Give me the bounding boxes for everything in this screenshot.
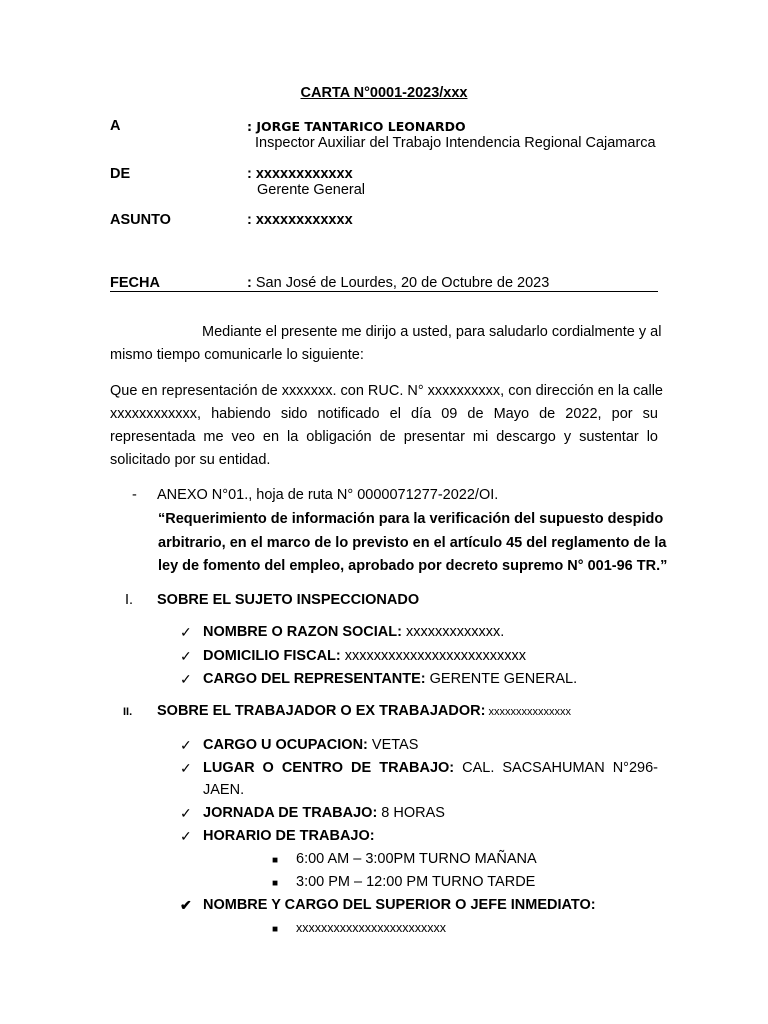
item-label: JORNADA DE TRABAJO: [203, 805, 378, 821]
item-value: GERENTE GENERAL. [425, 671, 578, 687]
list-item [203, 671, 577, 687]
item-label: HORARIO DE TRABAJO: [203, 828, 375, 844]
schedule-item: 3:00 PM – 12:00 PM TURNO TARDE [296, 874, 536, 890]
list-item [203, 760, 658, 776]
representation-paragraph [110, 380, 663, 472]
schedule-item: 6:00 AM – 3:00PM TURNO MAÑANA [296, 851, 537, 867]
check-icon: ✓ [180, 805, 192, 821]
check-icon: ✓ [180, 648, 192, 664]
check-icon: ✓ [180, 737, 192, 753]
check-icon: ✓ [180, 624, 192, 640]
paragraph-line: representada me veo en la obligación de presentar mi descargo y sustentar lo [110, 429, 658, 445]
from-name: : xxxxxxxxxxxx [247, 166, 353, 182]
section-title-value: xxxxxxxxxxxxxxx [485, 706, 571, 718]
item-line [203, 760, 658, 776]
annex-text: ANEXO N°01., hoja de ruta N° 0000071277-2022/OI. [157, 487, 499, 503]
intro-line: mismo tiempo comunicarle lo siguiente: [110, 347, 364, 363]
list-item [203, 737, 418, 753]
list-item [203, 805, 445, 821]
item-value: CAL. SACSAHUMAN N°296- [454, 760, 658, 776]
list-item [203, 648, 526, 664]
subject-value: : xxxxxxxxxxxx [247, 212, 353, 228]
paragraph-line: xxxxxxxxxxxx, habiendo sido notificado el día 09 de Mayo de 2022, por su [110, 406, 658, 422]
supervisor-value: xxxxxxxxxxxxxxxxxxxxxxxx [296, 921, 446, 935]
item-label: NOMBRE Y CARGO DEL SUPERIOR O JEFE INMEDIATO: [203, 897, 596, 913]
subject-label: ASUNTO [110, 212, 171, 228]
check-icon: ✓ [180, 760, 192, 776]
header-divider [110, 291, 658, 292]
section-title [157, 703, 571, 719]
square-bullet-icon: ■ [272, 855, 279, 866]
quote-line: ley de fomento del empleo, aprobado por decreto supremo N° 001-96 TR.” [158, 558, 668, 574]
from-position: Gerente General [257, 182, 366, 198]
section-title-text: SOBRE EL TRABAJADOR O EX TRABAJADOR: [157, 703, 486, 719]
date-label: FECHA [110, 275, 160, 291]
annex-quote [158, 508, 668, 579]
intro-line: Mediante el presente me dirijo a usted, para saludarlo cordialmente y al [202, 324, 662, 340]
section-title: SOBRE EL SUJETO INSPECCIONADO [157, 592, 420, 608]
letter-title: CARTA N°0001-2023/xxx [300, 85, 468, 101]
item-value: 8 HORAS [377, 805, 445, 821]
from-label: DE [110, 166, 131, 182]
paragraph-line: Que en representación de xxxxxxx. con RUC. N° xxxxxxxxxx, con dirección en la calle [110, 383, 663, 399]
to-position: Inspector Auxiliar del Trabajo Intendencia Regional Cajamarca [255, 135, 656, 151]
item-label: CARGO U OCUPACION: [203, 737, 368, 753]
item-label: NOMBRE O RAZON SOCIAL: [203, 624, 402, 640]
item-value: xxxxxxxxxxxxx. [401, 624, 505, 640]
paragraph-line: solicitado por su entidad. [110, 452, 271, 468]
date-value: San José de Lourdes, 20 de Octubre de 2023 [251, 275, 550, 291]
section-number: II. [123, 706, 133, 718]
square-bullet-icon: ■ [272, 924, 279, 935]
check-icon: ✓ [180, 828, 192, 844]
date-line [247, 275, 549, 291]
annex-dash: - [132, 487, 137, 503]
item-label: DOMICILIO FISCAL: [203, 648, 341, 664]
item-value: xxxxxxxxxxxxxxxxxxxxxxxxx [340, 648, 527, 664]
date-colon: : [247, 275, 252, 291]
to-name: : JORGE TANTARICO LEONARDO [247, 119, 466, 134]
item-label: CARGO DEL REPRESENTANTE: [203, 671, 426, 687]
check-icon: ✔ [180, 897, 192, 913]
item-label: LUGAR O CENTRO DE TRABAJO: [203, 760, 455, 776]
item-value-continued: JAEN. [203, 782, 245, 798]
intro-paragraph [110, 321, 662, 367]
section-number: I. [125, 592, 134, 608]
check-icon: ✓ [180, 671, 192, 687]
item-value: VETAS [367, 737, 419, 753]
list-item [203, 897, 596, 913]
quote-line: arbitrario, en el marco de lo previsto en el artículo 45 del reglamento de la [158, 534, 667, 551]
list-item [203, 624, 504, 640]
to-label: A [110, 118, 121, 134]
quote-line: “Requerimiento de información para la verificación del supuesto despido [158, 511, 664, 527]
list-item [203, 828, 375, 844]
square-bullet-icon: ■ [272, 878, 279, 889]
